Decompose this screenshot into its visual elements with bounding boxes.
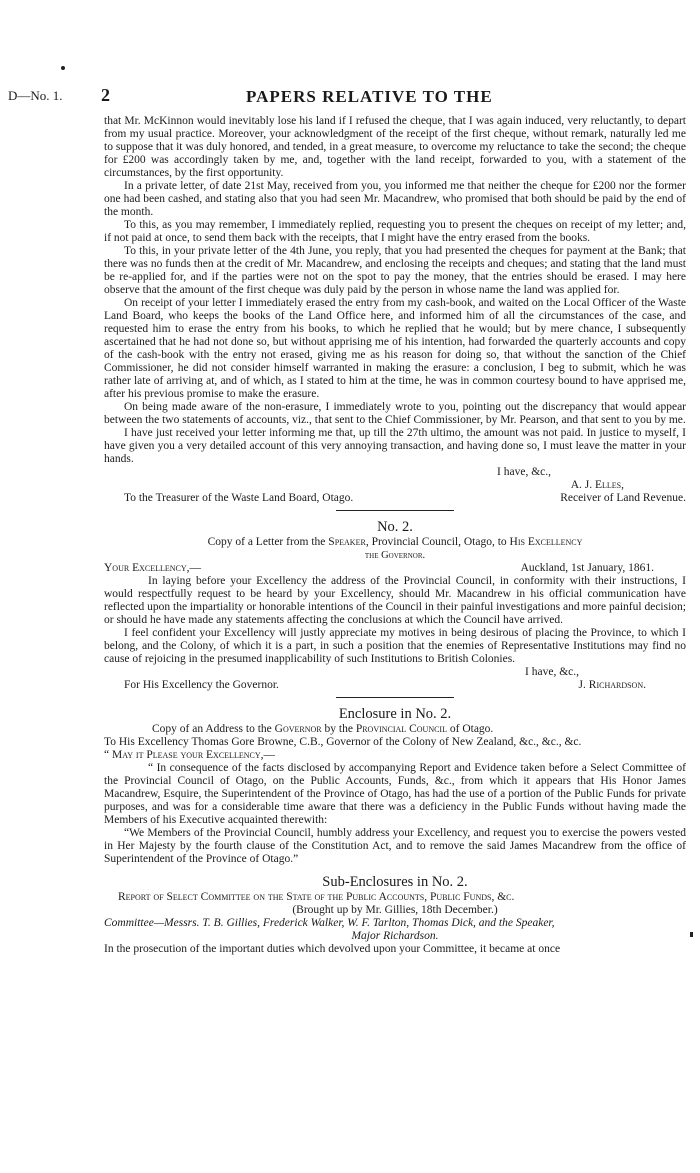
letter1-paragraph: To this, in your private letter of the 4th June, you reply, that you had presented the cheques for payment at the Bank; that there was no funds then at the credit of Mr. Macandrew, and enclosing the receipts and cheques; and stating that the land must be re-applied for, and if the parties were not on the spot to pay the money, that the entries should be erased. I may here observe that the amount of the first cheque was duly paid by the person in whose name the land was applied for. bbox=[104, 245, 686, 296]
section-divider bbox=[336, 510, 454, 511]
letter1-signer-title: Receiver of Land Revenue. bbox=[560, 492, 686, 504]
no2-intro-governor: the Governor. bbox=[364, 550, 426, 561]
subenclosures-heading: Sub-Enclosures in No. 2. bbox=[322, 874, 468, 890]
no2-paragraph: In laying before your Excellency the address of the Provincial Council, in conformity with their instructions, I would respectfully request to be heard by your Excellency, should Mr. Macandrew in his official communication have reflected upon the impartiality or honorable intentions of the Council in their painful investigations and more painful decision; or should he have made any statements affecting the conclusions at which the Council have arrived. bbox=[104, 575, 686, 626]
margin-mark bbox=[690, 932, 693, 937]
stray-mark bbox=[61, 66, 65, 70]
enclosure-paragraph: “We Members of the Provincial Council, humbly address your Excellency, and request you to exercise the powers vested in Her Majesty by the fourth clause of the Constitution Act, and to remove the said James Macandrew from the office of Superintendent of the Province of Otago.” bbox=[104, 827, 686, 865]
enclosure-intro bbox=[104, 723, 686, 736]
no2-intro-text: , Provincial Council, Otago, to bbox=[365, 536, 510, 548]
no2-intro bbox=[104, 536, 686, 549]
page-number: 2 bbox=[101, 85, 110, 105]
report-title: Report of Select Committee on the State of the Public Accounts, Public Funds, &c. bbox=[118, 891, 515, 903]
brought-up-line: (Brought up by Mr. Gillies, 18th December.) bbox=[292, 904, 498, 916]
enclosure-intro-council: Provincial Council bbox=[355, 723, 447, 735]
no2-addressee: For His Excellency the Governor. bbox=[124, 679, 279, 691]
enclosure-paragraph: “ In consequence of the facts disclosed by accompanying Report and Evidence taken before a Select Committee of the Provincial Council of Otago, on the Public Accounts, Funds, &c., from which it appears that His Honor James Macandrew, Esquire, the Superintendent of the Province of Otago, has had the use of a portion of the Public Funds for private purposes, and was for a considerable time aware that there was a deficiency in the Public Funds without having made the Members of his Executive acquainted therewith: bbox=[104, 762, 686, 826]
report-first-line: In the prosecution of the important duties which devolved upon your Committee, it became at once bbox=[104, 943, 561, 955]
no2-closing: I have, &c., bbox=[525, 666, 579, 678]
letter1-paragraph: that Mr. McKinnon would inevitably lose his land if I refused the cheque, that I was again induced, very reluctantly, to depart from my usual practice. Moreover, your acknowledgment of the receipt of the first cheque, without remark, naturally led me to suppose that it was duly honored, and tended, in a great measure, to overcome my reluctance to take the second; the cheque for £200 was accordingly taken by me, and, together with the land receipt, forwarded to you, with a statement of the circumstances, by the first opportunity. bbox=[104, 115, 686, 179]
enclosure-intro-text: of Otago. bbox=[446, 723, 494, 735]
enclosure-intro-text: by the bbox=[321, 723, 356, 735]
enclosure-intro-text: Copy of an Address to the bbox=[152, 723, 275, 735]
no2-intro-excellency: His Excellency bbox=[509, 536, 583, 548]
letter1-closing: I have, &c., bbox=[497, 466, 551, 478]
no2-intro-text: Copy of a Letter from the bbox=[207, 536, 329, 548]
no2-paragraph: I feel confident your Excellency will justly appreciate my motives in being desirous of placing the Province, to which I belong, and the Colony, of which it is a part, in such a position that the enemies of Representative Institutions may find no cause of rejoicing in the presumed inapplicability of such Institutions to British Colonies. bbox=[104, 627, 686, 665]
no2-heading: No. 2. bbox=[377, 519, 413, 535]
enclosure-heading: Enclosure in No. 2. bbox=[338, 706, 452, 722]
section-divider bbox=[336, 697, 454, 698]
running-title: PAPERS RELATIVE TO THE bbox=[246, 87, 493, 106]
letter1-paragraph: I have just received your letter informing me that, up till the 27th ultimo, the amount was not paid. In justice to myself, I have given you a very detailed account of this very annoying transaction, and having done so, I must leave the matter in your hands. bbox=[104, 427, 686, 465]
letter1-paragraph: To this, as you may remember, I immediately replied, requesting you to present the cheques on receipt of my letter; and, if not paid at once, to send them back with the receipts, that I might have the entry erased from the books. bbox=[104, 219, 686, 244]
no2-salutation: Your Excellency,— bbox=[104, 562, 202, 574]
no2-place-date: Auckland, 1st January, 1861. bbox=[520, 562, 654, 574]
enclosure-intro-governor: Governor bbox=[274, 723, 322, 735]
page-body bbox=[104, 115, 686, 956]
letter1-paragraph: In a private letter, of date 21st May, received from you, you informed me that neither the cheque for £200 nor the former one had been cashed, and stating also that you had seen Mr. Macandrew, who promised that both should be paid by the end of the month. bbox=[104, 180, 686, 218]
document-reference: D—No. 1. bbox=[8, 88, 63, 103]
letter1-signature: A. J. Elles, bbox=[570, 479, 624, 491]
committee-line: Committee—Messrs. T. B. Gillies, Frederick Walker, W. F. Tarlton, Thomas Dick, and the Speaker, bbox=[104, 917, 555, 929]
letter1-footer bbox=[104, 492, 686, 505]
no2-salutation-row bbox=[104, 562, 686, 575]
letter1-addressee: To the Treasurer of the Waste Land Board, Otago. bbox=[124, 492, 354, 504]
letter1-paragraph: On receipt of your letter I immediately erased the entry from my cash-book, and waited on the Local Officer of the Waste Land Board, who keeps the books of the Land Office here, and informed him of all the circumstances of the case, and requested him to erase the entry from his books, to which he replied that he would; but by mere chance, I subsequently ascertained that he had not done so, but without apprising me of his intention, had forwarded the quarterly accounts and copy of the cash-book with the entry not erased, giving me as his reason for doing so, that without the sanction of the Chief Commissioner, he did not consider himself warranted in making the erasure: a conclusion, I beg to submit, which he was rather late of arriving at, and of which, as I stated to him at the time, he was in common courtesy bound to have apprised me, after his previous promise to make the erasure. bbox=[104, 297, 686, 400]
committee-line-2: Major Richardson. bbox=[351, 930, 439, 942]
no2-intro-speaker: Speaker bbox=[328, 536, 366, 548]
no2-footer bbox=[104, 679, 686, 692]
no2-signature: J. Richardson. bbox=[578, 679, 646, 691]
enclosure-salutation: “ May it Please your Excellency,— bbox=[104, 749, 275, 761]
enclosure-to-line: To His Excellency Thomas Gore Browne, C.B., Governor of the Colony of New Zealand, &c., &c., &c. bbox=[104, 736, 582, 748]
letter1-paragraph: On being made aware of the non-erasure, I immediately wrote to you, pointing out the discrepancy that would appear between the two statements of accounts, viz., that sent to the Chief Commissioner, by Mr. Pearson, and that sent to you by me. bbox=[104, 401, 686, 426]
